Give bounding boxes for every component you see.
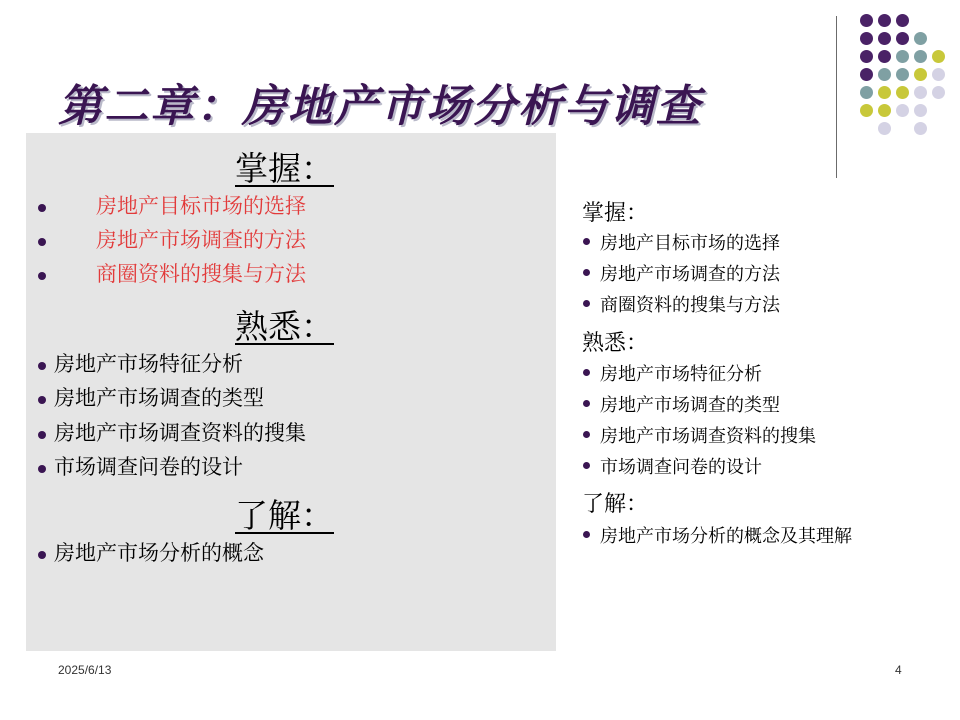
bullet-icon — [583, 369, 590, 376]
decorative-dot — [878, 50, 891, 63]
decorative-dot — [878, 122, 891, 135]
master-item: 商圈资料的搜集与方法 — [600, 295, 780, 316]
bullet-icon — [38, 204, 46, 212]
bullet-icon — [38, 238, 46, 246]
bullet-icon — [38, 465, 46, 473]
familiar-item: 房地产市场调查的类型 — [600, 395, 780, 416]
decorative-dot — [878, 68, 891, 81]
decorative-divider — [836, 16, 837, 178]
familiar-item: 市场调查问卷的设计 — [600, 457, 762, 478]
master-heading: 掌握： — [235, 149, 334, 188]
familiar-item: 房地产市场调查资料的搜集 — [600, 426, 816, 447]
decorative-dot — [896, 68, 909, 81]
bullet-icon — [583, 238, 590, 245]
decorative-dot — [860, 32, 873, 45]
familiar-item: 房地产市场调查的类型 — [54, 386, 264, 410]
decorative-dot — [896, 50, 909, 63]
decorative-dot — [914, 86, 927, 99]
decorative-dot — [878, 32, 891, 45]
decorative-dot — [860, 50, 873, 63]
decorative-dot — [878, 86, 891, 99]
bullet-icon — [583, 400, 590, 407]
bullet-icon — [38, 396, 46, 404]
decorative-dot — [932, 50, 945, 63]
understand-item: 房地产市场分析的概念及其理解 — [600, 526, 852, 547]
left-panel — [26, 133, 556, 651]
decorative-dot-grid — [846, 14, 950, 158]
master-heading: 掌握： — [582, 201, 649, 226]
familiar-item: 市场调查问卷的设计 — [54, 455, 243, 479]
decorative-dot — [896, 14, 909, 27]
decorative-dot — [878, 14, 891, 27]
slide-date: 2025/6/13 — [58, 663, 112, 677]
bullet-icon — [38, 551, 46, 559]
familiar-item: 房地产市场调查资料的搜集 — [54, 421, 306, 445]
decorative-dot — [896, 32, 909, 45]
familiar-item: 房地产市场特征分析 — [54, 352, 243, 376]
understand-item: 房地产市场分析的概念 — [54, 541, 264, 565]
page-number: 4 — [895, 663, 902, 677]
bullet-icon — [38, 272, 46, 280]
understand-heading: 了解： — [235, 496, 334, 535]
decorative-dot — [860, 14, 873, 27]
decorative-dot — [860, 104, 873, 117]
bullet-icon — [583, 531, 590, 538]
decorative-dot — [896, 104, 909, 117]
familiar-item: 房地产市场特征分析 — [600, 364, 762, 385]
bullet-icon — [583, 431, 590, 438]
decorative-dot — [860, 86, 873, 99]
decorative-dot — [914, 32, 927, 45]
decorative-dot — [896, 86, 909, 99]
master-item: 房地产目标市场的选择 — [96, 194, 306, 218]
decorative-dot — [932, 68, 945, 81]
bullet-icon — [583, 269, 590, 276]
bullet-icon — [583, 462, 590, 469]
master-item: 房地产市场调查的方法 — [96, 228, 306, 252]
decorative-dot — [914, 68, 927, 81]
decorative-dot — [932, 86, 945, 99]
understand-heading: 了解： — [582, 492, 649, 517]
master-item: 房地产市场调查的方法 — [600, 264, 780, 285]
familiar-heading: 熟悉： — [582, 331, 649, 356]
bullet-icon — [38, 362, 46, 370]
decorative-dot — [878, 104, 891, 117]
bullet-icon — [583, 300, 590, 307]
master-item: 房地产目标市场的选择 — [600, 233, 780, 254]
decorative-dot — [914, 122, 927, 135]
master-item: 商圈资料的搜集与方法 — [96, 262, 306, 286]
decorative-dot — [860, 68, 873, 81]
bullet-icon — [38, 431, 46, 439]
decorative-dot — [914, 50, 927, 63]
slide-title: 第二章：房地产市场分析与调查 — [58, 81, 702, 132]
decorative-dot — [914, 104, 927, 117]
familiar-heading: 熟悉： — [235, 307, 334, 346]
